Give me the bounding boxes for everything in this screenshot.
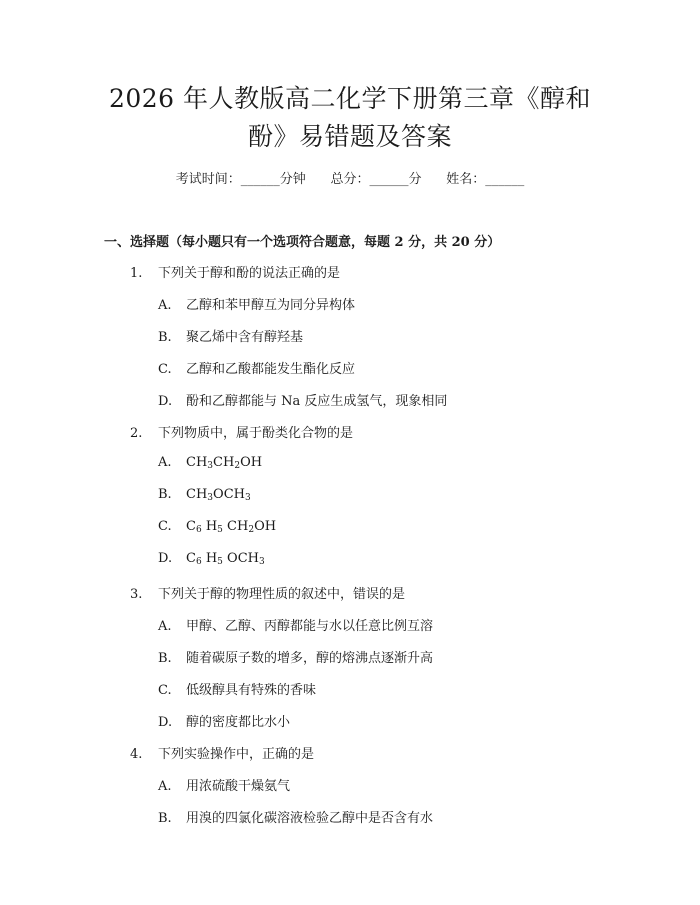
formula-subscript: 6	[195, 557, 202, 567]
formula-subscript: 3	[258, 557, 265, 567]
option-letter: A.	[158, 298, 172, 313]
question-4	[130, 743, 314, 762]
option-letter: B.	[158, 330, 172, 345]
option-text: 酚和乙醇都能与 Na 反应生成氢气，现象相同	[186, 394, 448, 409]
option-text: 醇的密度都比水小	[186, 715, 291, 730]
question-2	[130, 422, 353, 441]
q4-option-b	[158, 807, 433, 826]
formula-part: OH	[254, 519, 277, 534]
option-letter: A.	[158, 619, 172, 634]
option-text: 乙醇和苯甲醇互为同分异构体	[186, 298, 356, 313]
option-text: 乙醇和乙酸都能发生酯化反应	[186, 362, 356, 377]
question-text: 下列实验操作中，正确的是	[158, 747, 315, 762]
question-text: 下列关于醇和酚的说法正确的是	[158, 266, 341, 281]
formula-part: C	[186, 519, 196, 534]
formula-text	[186, 455, 262, 470]
formula-text	[186, 487, 251, 502]
q1-option-a	[158, 294, 355, 313]
formula-part: OCH	[213, 487, 245, 502]
formula-subscript: 2	[234, 461, 241, 471]
formula-subscript: 3	[244, 493, 251, 503]
question-text: 下列关于醇的物理性质的叙述中，错误的是	[158, 587, 406, 602]
q3-option-b	[158, 647, 433, 666]
question-number: 3.	[130, 587, 143, 602]
formula-part: H	[201, 519, 218, 534]
q3-option-a	[158, 615, 433, 634]
formula-subscript: 6	[195, 525, 202, 535]
option-letter: D.	[158, 715, 173, 730]
option-letter: D.	[158, 551, 173, 566]
exam-info-line: 考试时间：______分钟 总分：______分 姓名：______	[175, 172, 525, 187]
option-letter: D.	[158, 394, 173, 409]
q4-option-a	[158, 775, 290, 794]
question-text: 下列物质中，属于酚类化合物的是	[158, 426, 354, 441]
option-letter: C.	[158, 683, 172, 698]
title-line-1: 2026 年人教版高二化学下册第三章《醇和	[108, 84, 592, 113]
q2-option-b	[158, 487, 251, 502]
option-text: 随着碳原子数的增多，醇的熔沸点逐渐升高	[186, 651, 434, 666]
option-letter: A.	[158, 455, 172, 470]
formula-part: OH	[240, 455, 263, 470]
formula-part: OCH	[222, 551, 259, 566]
formula-text	[186, 519, 276, 534]
q2-option-a	[158, 455, 262, 470]
question-3	[130, 583, 405, 602]
formula-part: CH	[186, 455, 208, 470]
option-text: 用溴的四氯化碳溶液检验乙醇中是否含有水	[186, 811, 434, 826]
formula-part: C	[186, 551, 196, 566]
question-number: 2.	[130, 426, 143, 441]
formula-part: CH	[186, 487, 208, 502]
section-heading: 一、选择题（每小题只有一个选项符合题意，每题 2 分，共 20 分）	[104, 235, 501, 250]
q3-option-d	[158, 711, 290, 730]
option-letter: B.	[158, 487, 172, 502]
option-letter: B.	[158, 651, 172, 666]
formula-part: CH	[213, 455, 235, 470]
option-text: 用浓硫酸干燥氨气	[186, 779, 291, 794]
formula-subscript: 3	[207, 461, 214, 471]
q1-option-c	[158, 358, 355, 377]
question-number: 4.	[130, 747, 143, 762]
option-letter: A.	[158, 779, 172, 794]
q1-option-d	[158, 390, 447, 409]
q3-option-c	[158, 679, 316, 698]
formula-subscript: 5	[217, 557, 223, 567]
formula-subscript: 3	[207, 493, 214, 503]
option-letter: C.	[158, 362, 172, 377]
q2-option-d	[158, 551, 265, 566]
document-title	[90, 80, 610, 156]
formula-text	[186, 551, 265, 566]
formula-subscript: 5	[217, 525, 223, 535]
formula-part: CH	[222, 519, 249, 534]
option-letter: B.	[158, 811, 172, 826]
question-1	[130, 262, 340, 281]
title-line-2: 酚》易错题及答案	[247, 122, 452, 151]
option-letter: C.	[158, 519, 172, 534]
q2-option-c	[158, 519, 276, 534]
formula-subscript: 2	[248, 525, 255, 535]
question-number: 1.	[130, 266, 143, 281]
option-text: 甲醇、乙醇、丙醇都能与水以任意比例互溶	[186, 619, 434, 634]
option-text: 低级醇具有特殊的香味	[186, 683, 317, 698]
formula-part: H	[201, 551, 218, 566]
q1-option-b	[158, 326, 303, 345]
option-text: 聚乙烯中含有醇羟基	[186, 330, 304, 345]
